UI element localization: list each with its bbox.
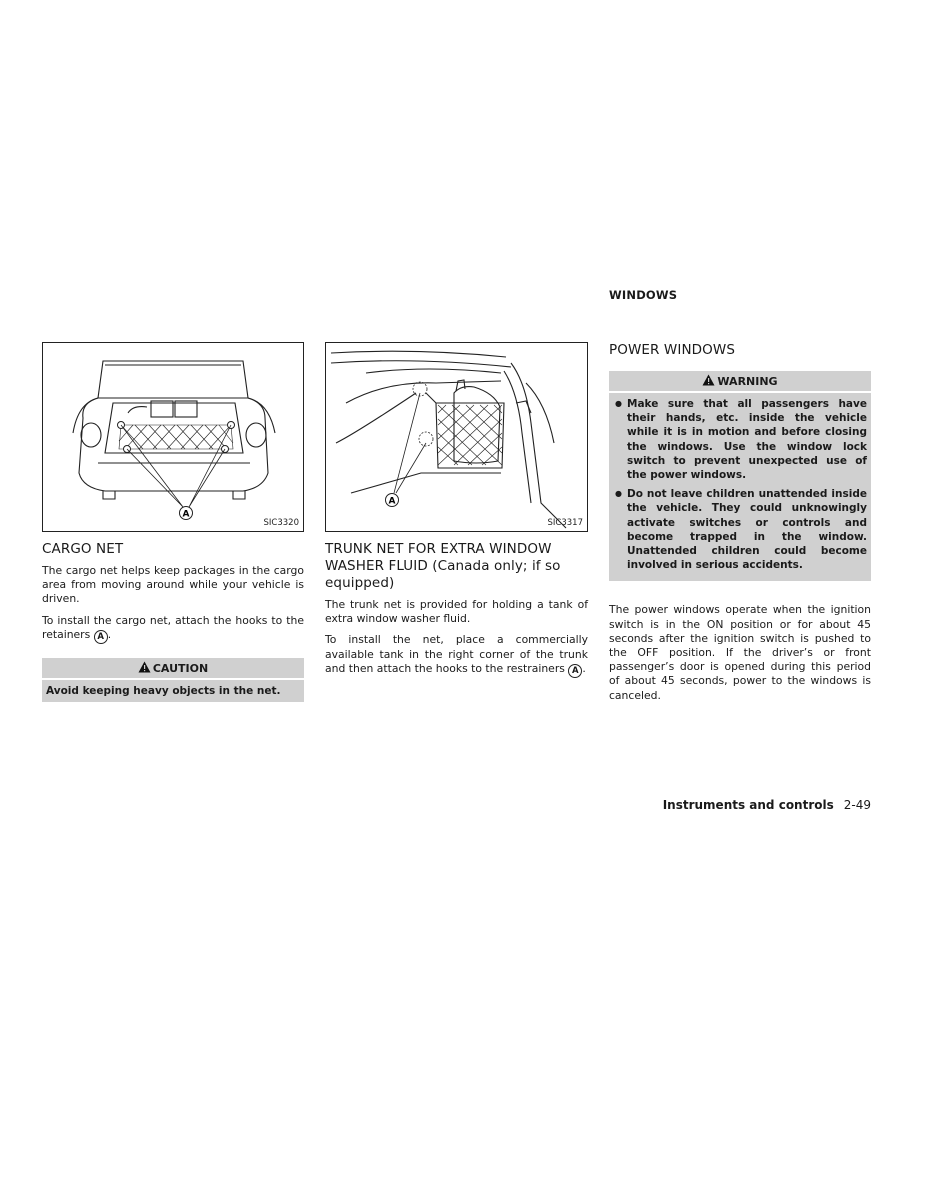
page-footer: [663, 798, 871, 812]
heading-cargo-net: CARGO NET: [42, 541, 124, 557]
warning-box: [609, 371, 871, 581]
cargo-net-paragraph-2: [42, 614, 304, 644]
heading-power-windows: POWER WINDOWS: [609, 342, 735, 358]
trunk-net-illustration: [325, 342, 588, 532]
paragraph-text-end: .: [107, 627, 112, 641]
page-number: 2-49: [843, 798, 871, 812]
caution-box: [42, 658, 304, 702]
caution-header: [42, 658, 304, 680]
paragraph-text: To install the net, place a commercially available tank in the right corner of the trunk and then attach the hooks to the restrainers: [325, 633, 588, 675]
warning-header: [609, 371, 871, 393]
section-title-windows: WINDOWS: [609, 288, 678, 302]
warning-triangle-icon: [138, 661, 151, 676]
warning-triangle-icon: [702, 374, 715, 389]
warning-item: ● Do not leave children unattended inside the vehicle. They could unknowingly activate switches or controls and become trapped in the window. Unattended children could become involved in serious accidents.: [613, 487, 867, 572]
warning-item: ● Make sure that all passengers have their hands, etc. inside the vehicle while it is in motion and before closing the windows. Use the window lock switch to prevent unexpected use of the power windows.: [613, 397, 867, 482]
figure-code: SIC3317: [547, 518, 583, 528]
figure-callout-letter: A: [388, 496, 396, 507]
figure-callout-letter: A: [182, 509, 190, 520]
paragraph-text-end: .: [582, 661, 586, 675]
paragraph-text: To install the cargo net, attach the hooks to the retainers: [42, 613, 304, 641]
column-trunk-net: [325, 342, 588, 685]
column-windows: [609, 288, 871, 710]
caution-text: Avoid keeping heavy objects in the net.: [46, 684, 281, 697]
power-windows-paragraph: The power windows operate when the ignition switch is in the ON position or for about 45 seconds after the ignition switch is pushed to the OFF position. If the driver’s or front passenger’s door is opened during this period of about 45 seconds, power to the windows is canceled.: [609, 603, 871, 702]
trunk-net-paragraph-2: [325, 633, 588, 677]
cargo-net-paragraph-1: The cargo net helps keep packages in the cargo area from moving around while your vehicle is driven.: [42, 564, 304, 606]
callout-a-badge: A: [94, 630, 108, 644]
footer-section-name: Instruments and controls: [662, 798, 834, 812]
warning-list: [613, 397, 867, 572]
warning-title: WARNING: [717, 375, 778, 388]
column-cargo-net: [42, 342, 304, 702]
warning-body: [609, 393, 871, 581]
cargo-net-illustration: [42, 342, 304, 532]
cargo-net-drawing: [43, 343, 305, 533]
callout-a-badge: A: [568, 664, 582, 678]
heading-trunk-net: TRUNK NET FOR EXTRA WINDOW WASHER FLUID (Canada only; if so equipped): [325, 541, 561, 591]
trunk-net-paragraph-1: The trunk net is provided for holding a tank of extra window washer fluid.: [325, 598, 588, 626]
caution-title: CAUTION: [152, 661, 209, 675]
figure-code: SIC3320: [263, 518, 299, 528]
trunk-net-drawing: [326, 343, 589, 533]
